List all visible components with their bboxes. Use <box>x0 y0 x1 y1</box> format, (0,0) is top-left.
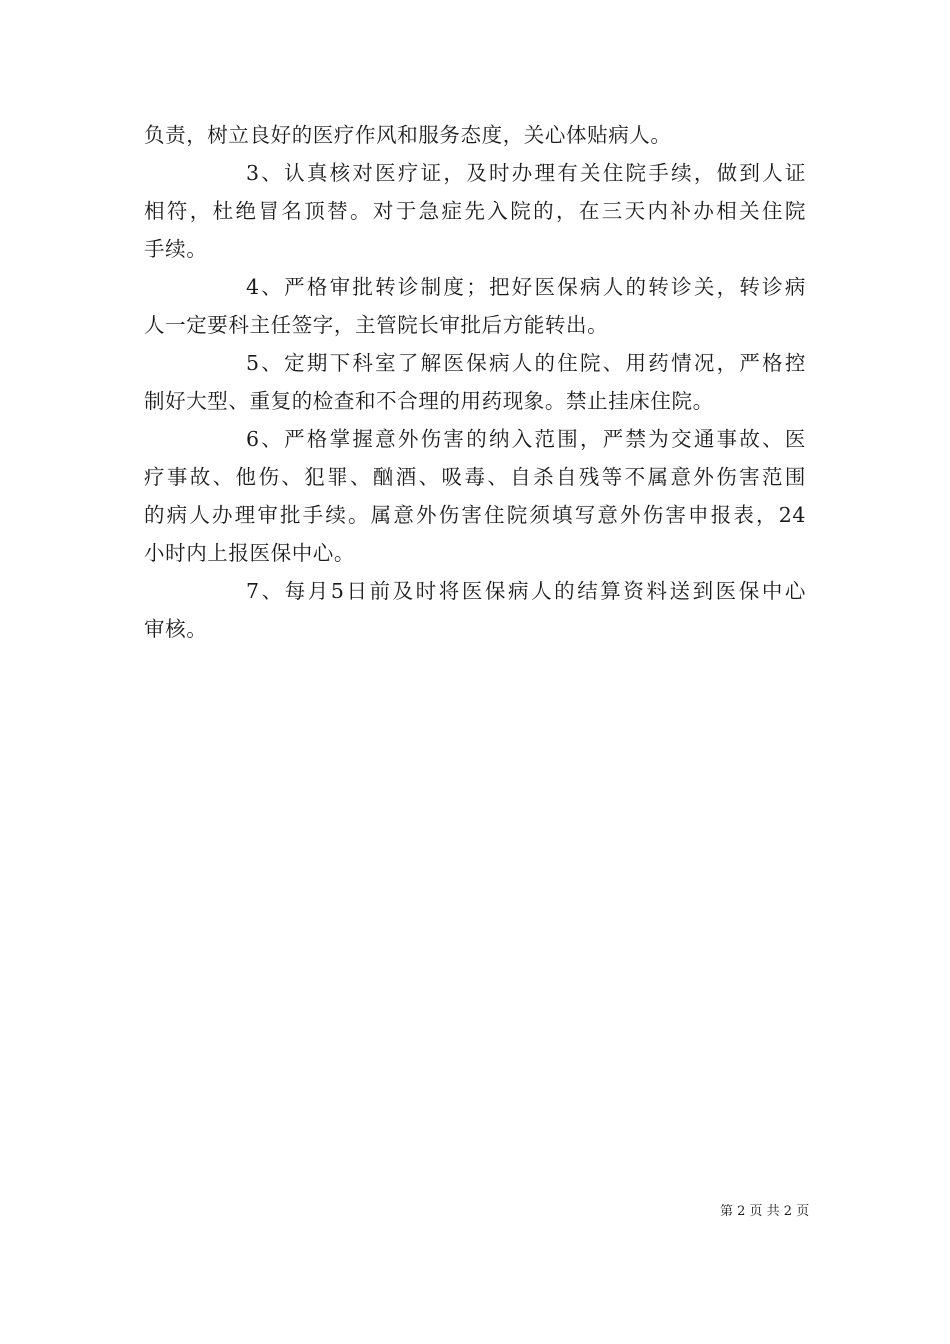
paragraph-line: 6、严格掌握意外伤害的纳入范围，严禁为交通事故、医 <box>246 427 806 451</box>
paragraph-line: 4、严格审批转诊制度；把好医保病人的转诊关，转诊病 <box>246 275 806 299</box>
page-number-footer: 第 2 页 共 2 页 <box>720 1204 810 1219</box>
paragraph-line: 7、每月5日前及时将医保病人的结算资料送到医保中心 <box>246 579 806 603</box>
paragraph-line: 疗事故、他伤、犯罪、酗酒、吸毒、自杀自残等不属意外伤害范围 <box>144 465 806 489</box>
paragraph-line: 的病人办理审批手续。属意外伤害住院须填写意外伤害申报表，24 <box>144 503 806 527</box>
paragraph-line: 负责，树立良好的医疗作风和服务态度，关心体贴病人。 <box>144 123 672 147</box>
paragraph-line: 制好大型、重复的检查和不合理的用药现象。禁止挂床住院。 <box>144 389 714 413</box>
paragraph-line: 人一定要科主任签字，主管院长审批后方能转出。 <box>144 313 609 337</box>
paragraph-line: 审核。 <box>144 617 208 641</box>
paragraph-line: 3、认真核对医疗证，及时办理有关住院手续，做到人证 <box>246 161 806 185</box>
paragraph-line: 手续。 <box>144 237 208 261</box>
paragraph-line: 相符，杜绝冒名顶替。对于急症先入院的，在三天内补办相关住院 <box>144 199 806 223</box>
document-body <box>144 116 806 648</box>
paragraph-line: 5、定期下科室了解医保病人的住院、用药情况，严格控 <box>246 351 806 375</box>
paragraph-line: 小时内上报医保中心。 <box>144 541 355 565</box>
